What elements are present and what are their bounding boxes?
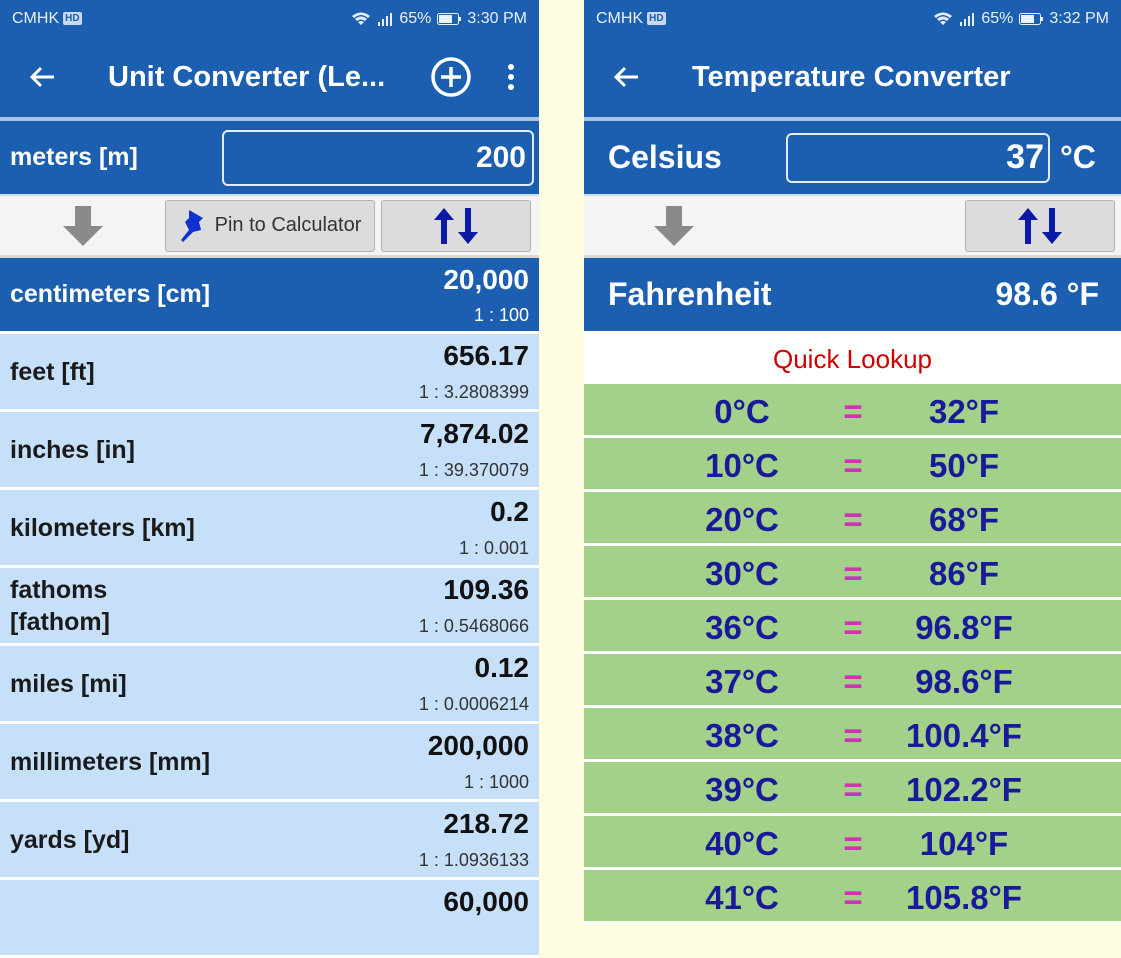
lookup-row [584,762,1121,816]
wifi-icon [351,11,371,27]
list-item[interactable] [0,412,539,490]
unit-ratio: 1 : 0.0006214 [418,694,529,714]
lookup-celsius: 37°C [705,663,779,700]
source-value-input[interactable]: 200 [222,130,534,186]
result-ratio: 1 : 100 [473,305,529,325]
swap-vertical-icon [431,206,481,246]
lookup-fahrenheit: 104°F [919,825,1009,862]
swap-units-button[interactable] [381,200,531,252]
unit-value: 109.36 [443,574,529,605]
battery-icon [1019,13,1043,25]
fahrenheit-label: Fahrenheit [608,276,772,312]
arrow-down-icon [61,204,105,248]
battery-icon [437,13,461,25]
lookup-table [584,384,1121,924]
clock: 3:32 PM [1049,9,1109,27]
unit-name: yards [yd] [10,826,130,854]
page-title: Unit Converter (Le... [108,60,386,93]
signal-icon [959,12,975,26]
page-title: Temperature Converter [692,60,1011,93]
unit-name: fathoms [10,576,108,604]
unit-converter-screen [0,0,539,917]
lookup-celsius: 20°C [705,501,779,538]
swap-units-button[interactable] [965,200,1115,252]
lookup-row [584,438,1121,492]
unit-value: 0.12 [474,652,529,683]
celsius-value-input[interactable]: 37 [786,133,1050,183]
plus-circle-icon [430,56,472,98]
lookup-fahrenheit: 98.6°F [915,663,1013,700]
list-item[interactable] [0,880,539,958]
source-unit-row [0,121,539,196]
lookup-row [584,816,1121,870]
unit-name: kilometers [km] [10,514,195,542]
status-bar [0,0,539,37]
lookup-equals: = [843,609,863,646]
unit-value: 0.2 [490,496,529,527]
app-bar [0,37,539,121]
unit-name: millimeters [mm] [10,748,211,776]
unit-ratio: 1 : 3.2808399 [418,382,529,402]
lookup-equals: = [843,717,863,754]
lookup-fahrenheit: 68°F [928,501,1000,538]
unit-name: feet [ft] [10,358,95,386]
wifi-icon [933,11,953,27]
lookup-fahrenheit: 105.8°F [906,879,1022,916]
carrier-label: CMHK [12,9,60,27]
lookup-celsius: 36°C [705,609,779,646]
unit-value: 218.72 [443,808,529,839]
unit-value: 60,000 [443,886,529,917]
pin-button-label: Pin to Calculator [214,214,362,236]
unit-ratio: 1 : 0.5468066 [418,616,529,636]
selected-result-row[interactable] [0,258,539,334]
list-item[interactable] [0,490,539,568]
lookup-equals: = [843,825,863,862]
lookup-equals: = [843,663,863,700]
lookup-celsius: 38°C [705,717,779,754]
lookup-row [584,492,1121,546]
list-item[interactable] [0,646,539,724]
lookup-celsius: 41°C [705,879,779,916]
fahrenheit-value: 98.6 °F [995,276,1099,312]
lookup-fahrenheit: 50°F [928,447,1000,484]
list-item[interactable] [0,334,539,412]
lookup-equals: = [843,771,863,808]
unit-value: 656.17 [443,340,529,371]
unit-name: inches [in] [10,436,136,464]
conversion-list [0,334,539,958]
lookup-fahrenheit: 96.8°F [915,609,1013,646]
fahrenheit-result-row [584,258,1121,334]
pushpin-icon [179,208,207,244]
add-button[interactable] [419,35,483,119]
pin-to-calculator-button[interactable] [165,200,375,252]
source-unit-label[interactable]: meters [m] [10,143,138,171]
lookup-equals: = [843,879,863,916]
down-arrow [0,204,165,248]
lookup-row [584,654,1121,708]
unit-ratio: 1 : 1000 [463,772,529,792]
unit-value: 200,000 [427,730,529,761]
lookup-equals: = [843,555,863,592]
temperature-converter-screen [584,0,1121,916]
result-unit-name: centimeters [cm] [10,280,211,308]
lookup-row [584,546,1121,600]
list-item[interactable] [0,724,539,802]
unit-ratio: 1 : 1.0936133 [418,850,529,870]
lookup-equals: = [843,393,863,430]
lookup-fahrenheit: 86°F [928,555,1000,592]
unit-ratio: 1 : 0.001 [458,538,529,558]
unit-value: 7,874.02 [420,418,529,449]
app-bar [584,37,1121,121]
arrow-left-icon [612,65,640,89]
more-vert-icon [507,63,515,91]
lookup-equals: = [843,501,863,538]
carrier-label: CMHK [596,9,644,27]
list-item[interactable] [0,568,539,646]
lookup-celsius: 10°C [705,447,779,484]
status-bar [584,0,1121,37]
celsius-input-row [584,121,1121,196]
celsius-label[interactable]: Celsius [608,139,722,175]
down-arrow [584,204,764,248]
arrow-down-icon [652,204,696,248]
lookup-row [584,600,1121,654]
battery-percent: 65% [399,9,432,27]
lookup-row [584,870,1121,924]
lookup-equals: = [843,447,863,484]
swap-vertical-icon [1015,206,1065,246]
lookup-celsius: 0°C [714,393,770,430]
battery-percent: 65% [981,9,1014,27]
toolbar [584,196,1121,258]
result-value: 20,000 [443,264,529,295]
lookup-celsius: 30°C [705,555,779,592]
unit-name: miles [mi] [10,670,127,698]
quick-lookup-title: Quick Lookup [584,334,1121,384]
toolbar [0,196,539,258]
network-badge: HD [649,13,664,24]
list-item[interactable] [0,802,539,880]
celsius-symbol: °C [1060,139,1096,175]
back-button[interactable] [0,35,84,119]
lookup-celsius: 39°C [705,771,779,808]
signal-icon [377,12,393,26]
lookup-row [584,384,1121,438]
lookup-row [584,708,1121,762]
unit-ratio: 1 : 39.370079 [418,460,529,480]
unit-name-continued: [fathom] [10,608,110,636]
lookup-fahrenheit: 32°F [928,393,1000,430]
arrow-left-icon [28,65,56,89]
network-badge: HD [65,13,80,24]
lookup-fahrenheit: 100.4°F [906,717,1022,754]
lookup-celsius: 40°C [705,825,779,862]
lookup-fahrenheit: 102.2°F [906,771,1022,808]
back-button[interactable] [584,35,668,119]
overflow-menu-button[interactable] [483,35,539,119]
clock: 3:30 PM [467,9,527,27]
